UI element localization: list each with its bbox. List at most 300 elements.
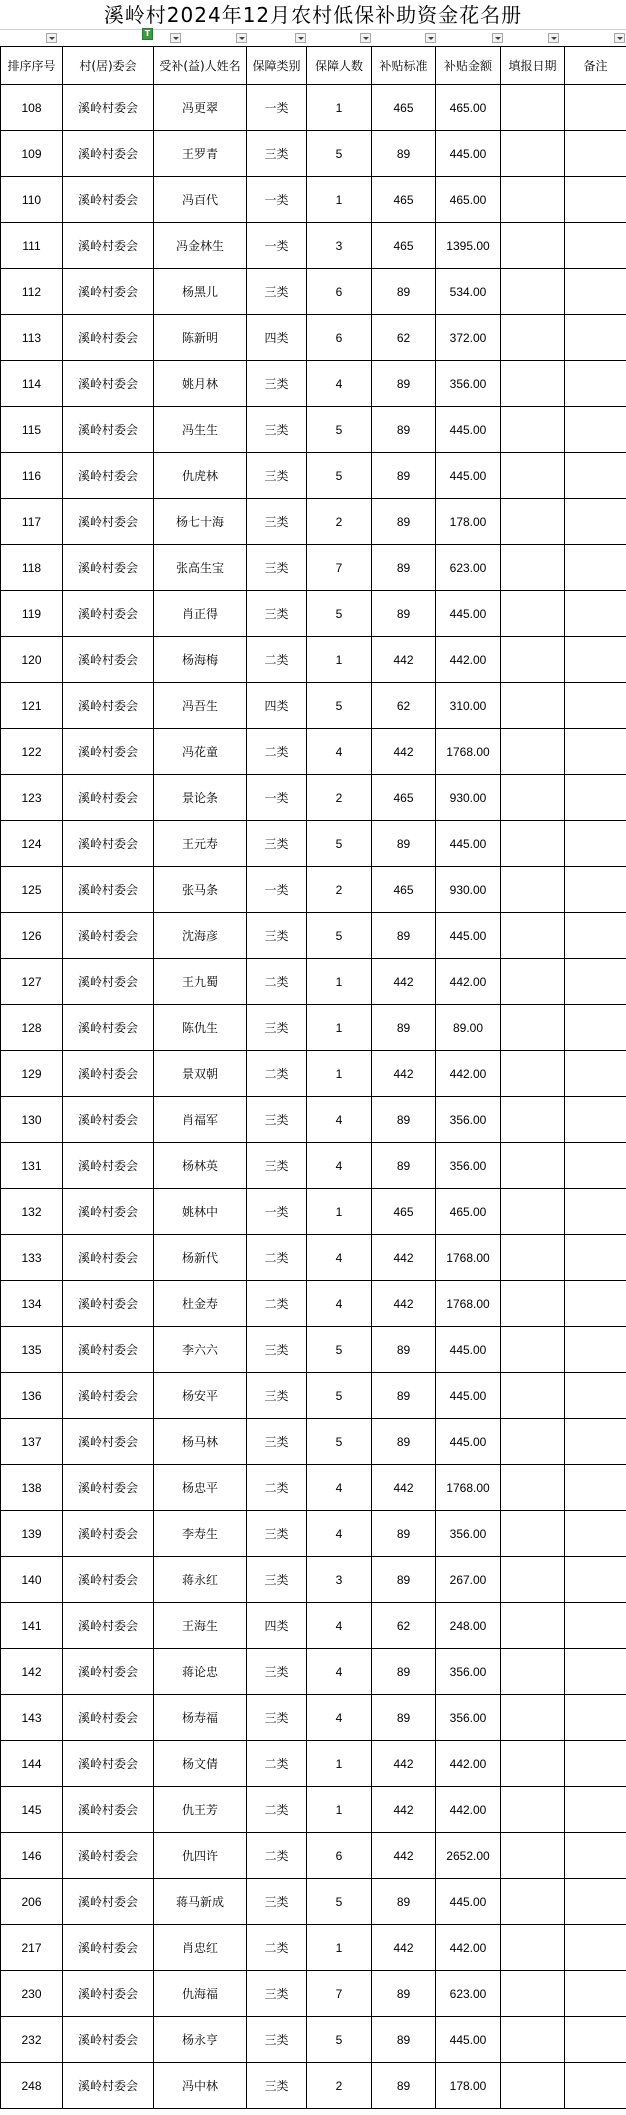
cell-village[interactable]: 溪岭村委会	[63, 959, 154, 1005]
cell-category[interactable]: 二类	[247, 1051, 307, 1097]
cell-amount[interactable]: 248.00	[436, 1603, 501, 1649]
cell-amount[interactable]: 445.00	[436, 821, 501, 867]
cell-amount[interactable]: 445.00	[436, 407, 501, 453]
cell-amount[interactable]: 445.00	[436, 2017, 501, 2063]
cell-seq[interactable]: 127	[1, 959, 63, 1005]
cell-amount[interactable]: 465.00	[436, 1189, 501, 1235]
cell-name[interactable]: 蒋马新成	[154, 1879, 247, 1925]
cell-seq[interactable]: 133	[1, 1235, 63, 1281]
cell-remark[interactable]	[565, 1465, 626, 1511]
cell-name[interactable]: 景论条	[154, 775, 247, 821]
cell-standard[interactable]: 89	[372, 1097, 436, 1143]
cell-standard[interactable]: 442	[372, 959, 436, 1005]
cell-name[interactable]: 杨七十海	[154, 499, 247, 545]
cell-category[interactable]: 二类	[247, 729, 307, 775]
cell-village[interactable]: 溪岭村委会	[63, 729, 154, 775]
cell-standard[interactable]: 62	[372, 315, 436, 361]
cell-date[interactable]	[501, 591, 565, 637]
cell-remark[interactable]	[565, 729, 626, 775]
cell-category[interactable]: 三类	[247, 1695, 307, 1741]
cell-date[interactable]	[501, 1143, 565, 1189]
cell-count[interactable]: 4	[307, 1695, 372, 1741]
cell-name[interactable]: 蒋永红	[154, 1557, 247, 1603]
cell-name[interactable]: 仇四许	[154, 1833, 247, 1879]
cell-standard[interactable]: 89	[372, 1971, 436, 2017]
cell-amount[interactable]: 310.00	[436, 683, 501, 729]
cell-name[interactable]: 冯中林	[154, 2063, 247, 2109]
cell-seq[interactable]: 124	[1, 821, 63, 867]
cell-seq[interactable]: 109	[1, 131, 63, 177]
cell-category[interactable]: 三类	[247, 2017, 307, 2063]
cell-seq[interactable]: 137	[1, 1419, 63, 1465]
cell-village[interactable]: 溪岭村委会	[63, 775, 154, 821]
cell-seq[interactable]: 131	[1, 1143, 63, 1189]
cell-name[interactable]: 仇虎林	[154, 453, 247, 499]
cell-date[interactable]	[501, 269, 565, 315]
cell-date[interactable]	[501, 545, 565, 591]
cell-amount[interactable]: 445.00	[436, 913, 501, 959]
cell-village[interactable]: 溪岭村委会	[63, 1557, 154, 1603]
cell-seq[interactable]: 122	[1, 729, 63, 775]
cell-remark[interactable]	[565, 1235, 626, 1281]
cell-count[interactable]: 6	[307, 315, 372, 361]
cell-name[interactable]: 杨海梅	[154, 637, 247, 683]
cell-name[interactable]: 蒋论忠	[154, 1649, 247, 1695]
cell-seq[interactable]: 119	[1, 591, 63, 637]
cell-remark[interactable]	[565, 361, 626, 407]
cell-count[interactable]: 5	[307, 1327, 372, 1373]
cell-seq[interactable]: 111	[1, 223, 63, 269]
cell-count[interactable]: 1	[307, 959, 372, 1005]
cell-name[interactable]: 仇海福	[154, 1971, 247, 2017]
cell-date[interactable]	[501, 683, 565, 729]
cell-standard[interactable]: 442	[372, 1741, 436, 1787]
cell-village[interactable]: 溪岭村委会	[63, 545, 154, 591]
cell-date[interactable]	[501, 1741, 565, 1787]
cell-name[interactable]: 杨新代	[154, 1235, 247, 1281]
cell-village[interactable]: 溪岭村委会	[63, 1511, 154, 1557]
cell-amount[interactable]: 356.00	[436, 1143, 501, 1189]
cell-count[interactable]: 1	[307, 85, 372, 131]
cell-standard[interactable]: 89	[372, 545, 436, 591]
cell-amount[interactable]: 442.00	[436, 959, 501, 1005]
cell-date[interactable]	[501, 1971, 565, 2017]
cell-remark[interactable]	[565, 1097, 626, 1143]
cell-remark[interactable]	[565, 223, 626, 269]
cell-amount[interactable]: 465.00	[436, 85, 501, 131]
cell-amount[interactable]: 445.00	[436, 1373, 501, 1419]
cell-village[interactable]: 溪岭村委会	[63, 407, 154, 453]
header-date[interactable]: 填报日期	[501, 47, 565, 85]
cell-standard[interactable]: 465	[372, 867, 436, 913]
cell-village[interactable]: 溪岭村委会	[63, 1603, 154, 1649]
cell-remark[interactable]	[565, 1833, 626, 1879]
cell-date[interactable]	[501, 315, 565, 361]
cell-category[interactable]: 四类	[247, 315, 307, 361]
cell-date[interactable]	[501, 1603, 565, 1649]
cell-standard[interactable]: 442	[372, 1281, 436, 1327]
cell-standard[interactable]: 89	[372, 1649, 436, 1695]
cell-count[interactable]: 6	[307, 1833, 372, 1879]
cell-name[interactable]: 景双朝	[154, 1051, 247, 1097]
cell-count[interactable]: 1	[307, 637, 372, 683]
cell-count[interactable]: 4	[307, 729, 372, 775]
cell-date[interactable]	[501, 1189, 565, 1235]
cell-amount[interactable]: 442.00	[436, 1051, 501, 1097]
cell-standard[interactable]: 442	[372, 729, 436, 775]
cell-count[interactable]: 1	[307, 1051, 372, 1097]
cell-amount[interactable]: 178.00	[436, 2063, 501, 2109]
cell-amount[interactable]: 445.00	[436, 591, 501, 637]
cell-count[interactable]: 1	[307, 177, 372, 223]
cell-name[interactable]: 陈仇生	[154, 1005, 247, 1051]
cell-remark[interactable]	[565, 1143, 626, 1189]
cell-village[interactable]: 溪岭村委会	[63, 499, 154, 545]
cell-name[interactable]: 王海生	[154, 1603, 247, 1649]
cell-amount[interactable]: 372.00	[436, 315, 501, 361]
cell-category[interactable]: 三类	[247, 1327, 307, 1373]
cell-seq[interactable]: 108	[1, 85, 63, 131]
cell-remark[interactable]	[565, 867, 626, 913]
cell-amount[interactable]: 445.00	[436, 131, 501, 177]
cell-date[interactable]	[501, 499, 565, 545]
cell-remark[interactable]	[565, 1189, 626, 1235]
cell-name[interactable]: 肖福军	[154, 1097, 247, 1143]
cell-remark[interactable]	[565, 1511, 626, 1557]
cell-seq[interactable]: 129	[1, 1051, 63, 1097]
filter-dropdown-icon[interactable]	[170, 33, 181, 43]
cell-category[interactable]: 三类	[247, 1097, 307, 1143]
cell-standard[interactable]: 62	[372, 1603, 436, 1649]
cell-seq[interactable]: 217	[1, 1925, 63, 1971]
filter-dropdown-icon[interactable]	[548, 33, 559, 43]
cell-count[interactable]: 2	[307, 775, 372, 821]
cell-village[interactable]: 溪岭村委会	[63, 1373, 154, 1419]
cell-category[interactable]: 二类	[247, 637, 307, 683]
cell-village[interactable]: 溪岭村委会	[63, 1143, 154, 1189]
cell-category[interactable]: 三类	[247, 1879, 307, 1925]
cell-name[interactable]: 王元寿	[154, 821, 247, 867]
cell-seq[interactable]: 112	[1, 269, 63, 315]
cell-count[interactable]: 5	[307, 453, 372, 499]
cell-seq[interactable]: 141	[1, 1603, 63, 1649]
cell-village[interactable]: 溪岭村委会	[63, 591, 154, 637]
cell-name[interactable]: 杜金寿	[154, 1281, 247, 1327]
filter-dropdown-icon[interactable]	[46, 33, 57, 43]
cell-count[interactable]: 5	[307, 821, 372, 867]
cell-seq[interactable]: 230	[1, 1971, 63, 2017]
cell-seq[interactable]: 115	[1, 407, 63, 453]
cell-remark[interactable]	[565, 2063, 626, 2109]
header-standard[interactable]: 补贴标准	[372, 47, 436, 85]
cell-remark[interactable]	[565, 1327, 626, 1373]
cell-standard[interactable]: 89	[372, 1511, 436, 1557]
cell-name[interactable]: 王九蜀	[154, 959, 247, 1005]
cell-amount[interactable]: 356.00	[436, 1649, 501, 1695]
cell-village[interactable]: 溪岭村委会	[63, 1787, 154, 1833]
cell-remark[interactable]	[565, 1051, 626, 1097]
cell-village[interactable]: 溪岭村委会	[63, 1281, 154, 1327]
cell-remark[interactable]	[565, 545, 626, 591]
cell-standard[interactable]: 89	[372, 1373, 436, 1419]
cell-seq[interactable]: 138	[1, 1465, 63, 1511]
cell-seq[interactable]: 120	[1, 637, 63, 683]
cell-count[interactable]: 4	[307, 1603, 372, 1649]
cell-amount[interactable]: 442.00	[436, 1741, 501, 1787]
cell-standard[interactable]: 89	[372, 2017, 436, 2063]
cell-name[interactable]: 肖正得	[154, 591, 247, 637]
cell-date[interactable]	[501, 1005, 565, 1051]
cell-standard[interactable]: 89	[372, 1327, 436, 1373]
cell-name[interactable]: 冯百代	[154, 177, 247, 223]
cell-seq[interactable]: 135	[1, 1327, 63, 1373]
cell-village[interactable]: 溪岭村委会	[63, 913, 154, 959]
cell-count[interactable]: 3	[307, 223, 372, 269]
cell-village[interactable]: 溪岭村委会	[63, 223, 154, 269]
cell-village[interactable]: 溪岭村委会	[63, 1051, 154, 1097]
cell-date[interactable]	[501, 1327, 565, 1373]
cell-category[interactable]: 三类	[247, 499, 307, 545]
cell-count[interactable]: 2	[307, 867, 372, 913]
cell-standard[interactable]: 442	[372, 1787, 436, 1833]
cell-amount[interactable]: 465.00	[436, 177, 501, 223]
cell-category[interactable]: 三类	[247, 1557, 307, 1603]
cell-village[interactable]: 溪岭村委会	[63, 1097, 154, 1143]
cell-village[interactable]: 溪岭村委会	[63, 1465, 154, 1511]
cell-amount[interactable]: 89.00	[436, 1005, 501, 1051]
cell-seq[interactable]: 110	[1, 177, 63, 223]
cell-count[interactable]: 7	[307, 545, 372, 591]
cell-date[interactable]	[501, 1373, 565, 1419]
cell-standard[interactable]: 89	[372, 913, 436, 959]
cell-count[interactable]: 5	[307, 1419, 372, 1465]
cell-village[interactable]: 溪岭村委会	[63, 1879, 154, 1925]
cell-village[interactable]: 溪岭村委会	[63, 1925, 154, 1971]
cell-amount[interactable]: 1768.00	[436, 729, 501, 775]
cell-date[interactable]	[501, 1787, 565, 1833]
cell-name[interactable]: 姚林中	[154, 1189, 247, 1235]
cell-standard[interactable]: 89	[372, 591, 436, 637]
cell-seq[interactable]: 145	[1, 1787, 63, 1833]
cell-village[interactable]: 溪岭村委会	[63, 315, 154, 361]
cell-village[interactable]: 溪岭村委会	[63, 1649, 154, 1695]
cell-date[interactable]	[501, 775, 565, 821]
cell-village[interactable]: 溪岭村委会	[63, 269, 154, 315]
cell-date[interactable]	[501, 1557, 565, 1603]
cell-count[interactable]: 6	[307, 269, 372, 315]
cell-count[interactable]: 5	[307, 913, 372, 959]
cell-remark[interactable]	[565, 637, 626, 683]
cell-count[interactable]: 7	[307, 1971, 372, 2017]
cell-amount[interactable]: 623.00	[436, 1971, 501, 2017]
cell-date[interactable]	[501, 821, 565, 867]
cell-remark[interactable]	[565, 1557, 626, 1603]
cell-standard[interactable]: 442	[372, 1833, 436, 1879]
filter-dropdown-icon[interactable]	[236, 33, 247, 43]
cell-village[interactable]: 溪岭村委会	[63, 1189, 154, 1235]
cell-category[interactable]: 三类	[247, 1373, 307, 1419]
cell-category[interactable]: 二类	[247, 1833, 307, 1879]
cell-remark[interactable]	[565, 269, 626, 315]
cell-count[interactable]: 5	[307, 683, 372, 729]
cell-village[interactable]: 溪岭村委会	[63, 867, 154, 913]
cell-date[interactable]	[501, 959, 565, 1005]
cell-village[interactable]: 溪岭村委会	[63, 1005, 154, 1051]
cell-amount[interactable]: 178.00	[436, 499, 501, 545]
cell-village[interactable]: 溪岭村委会	[63, 1695, 154, 1741]
cell-date[interactable]	[501, 1879, 565, 1925]
cell-category[interactable]: 二类	[247, 1235, 307, 1281]
cell-category[interactable]: 一类	[247, 223, 307, 269]
cell-category[interactable]: 二类	[247, 1465, 307, 1511]
cell-village[interactable]: 溪岭村委会	[63, 1419, 154, 1465]
cell-remark[interactable]	[565, 85, 626, 131]
cell-amount[interactable]: 445.00	[436, 1327, 501, 1373]
cell-date[interactable]	[501, 2017, 565, 2063]
cell-remark[interactable]	[565, 913, 626, 959]
filter-dropdown-icon[interactable]	[614, 33, 625, 43]
cell-name[interactable]: 张马条	[154, 867, 247, 913]
cell-category[interactable]: 三类	[247, 1971, 307, 2017]
cell-seq[interactable]: 114	[1, 361, 63, 407]
cell-category[interactable]: 三类	[247, 1419, 307, 1465]
filter-dropdown-icon[interactable]	[425, 33, 436, 43]
cell-seq[interactable]: 134	[1, 1281, 63, 1327]
cell-standard[interactable]: 89	[372, 1005, 436, 1051]
cell-category[interactable]: 一类	[247, 177, 307, 223]
cell-date[interactable]	[501, 2063, 565, 2109]
cell-standard[interactable]: 89	[372, 407, 436, 453]
cell-category[interactable]: 三类	[247, 913, 307, 959]
cell-name[interactable]: 杨永亨	[154, 2017, 247, 2063]
cell-count[interactable]: 1	[307, 1189, 372, 1235]
cell-name[interactable]: 杨马林	[154, 1419, 247, 1465]
cell-remark[interactable]	[565, 177, 626, 223]
cell-remark[interactable]	[565, 1925, 626, 1971]
cell-category[interactable]: 二类	[247, 1741, 307, 1787]
cell-name[interactable]: 冯生生	[154, 407, 247, 453]
cell-remark[interactable]	[565, 407, 626, 453]
cell-amount[interactable]: 534.00	[436, 269, 501, 315]
cell-count[interactable]: 5	[307, 407, 372, 453]
cell-count[interactable]: 4	[307, 1097, 372, 1143]
cell-remark[interactable]	[565, 1741, 626, 1787]
cell-count[interactable]: 3	[307, 1557, 372, 1603]
cell-village[interactable]: 溪岭村委会	[63, 1741, 154, 1787]
cell-seq[interactable]: 206	[1, 1879, 63, 1925]
cell-remark[interactable]	[565, 453, 626, 499]
cell-remark[interactable]	[565, 959, 626, 1005]
cell-remark[interactable]	[565, 821, 626, 867]
cell-village[interactable]: 溪岭村委会	[63, 177, 154, 223]
cell-category[interactable]: 三类	[247, 361, 307, 407]
cell-category[interactable]: 一类	[247, 1189, 307, 1235]
cell-date[interactable]	[501, 1511, 565, 1557]
cell-category[interactable]: 四类	[247, 1603, 307, 1649]
cell-date[interactable]	[501, 223, 565, 269]
cell-count[interactable]: 2	[307, 499, 372, 545]
cell-remark[interactable]	[565, 683, 626, 729]
cell-amount[interactable]: 356.00	[436, 1695, 501, 1741]
cell-date[interactable]	[501, 361, 565, 407]
cell-category[interactable]: 三类	[247, 2063, 307, 2109]
cell-category[interactable]: 四类	[247, 683, 307, 729]
cell-category[interactable]: 二类	[247, 959, 307, 1005]
cell-standard[interactable]: 442	[372, 1051, 436, 1097]
cell-seq[interactable]: 132	[1, 1189, 63, 1235]
cell-amount[interactable]: 623.00	[436, 545, 501, 591]
cell-date[interactable]	[501, 1235, 565, 1281]
header-count[interactable]: 保障人数	[307, 47, 372, 85]
cell-amount[interactable]: 442.00	[436, 637, 501, 683]
cell-remark[interactable]	[565, 1787, 626, 1833]
cell-village[interactable]: 溪岭村委会	[63, 683, 154, 729]
cell-count[interactable]: 5	[307, 131, 372, 177]
cell-amount[interactable]: 1768.00	[436, 1281, 501, 1327]
cell-date[interactable]	[501, 1695, 565, 1741]
cell-seq[interactable]: 123	[1, 775, 63, 821]
cell-name[interactable]: 杨黑儿	[154, 269, 247, 315]
header-category[interactable]: 保障类别	[247, 47, 307, 85]
cell-remark[interactable]	[565, 1971, 626, 2017]
cell-count[interactable]: 4	[307, 1143, 372, 1189]
cell-seq[interactable]: 125	[1, 867, 63, 913]
cell-amount[interactable]: 356.00	[436, 1097, 501, 1143]
cell-name[interactable]: 李寿生	[154, 1511, 247, 1557]
cell-amount[interactable]: 356.00	[436, 361, 501, 407]
header-amount[interactable]: 补贴金额	[436, 47, 501, 85]
cell-name[interactable]: 沈海彦	[154, 913, 247, 959]
cell-standard[interactable]: 442	[372, 1925, 436, 1971]
cell-category[interactable]: 三类	[247, 1143, 307, 1189]
cell-date[interactable]	[501, 1649, 565, 1695]
cell-date[interactable]	[501, 407, 565, 453]
cell-standard[interactable]: 465	[372, 177, 436, 223]
filter-dropdown-icon[interactable]	[295, 33, 306, 43]
cell-name[interactable]: 杨寿福	[154, 1695, 247, 1741]
cell-amount[interactable]: 442.00	[436, 1787, 501, 1833]
cell-village[interactable]: 溪岭村委会	[63, 1833, 154, 1879]
cell-count[interactable]: 1	[307, 1925, 372, 1971]
cell-date[interactable]	[501, 729, 565, 775]
cell-category[interactable]: 三类	[247, 545, 307, 591]
cell-name[interactable]: 李六六	[154, 1327, 247, 1373]
cell-category[interactable]: 一类	[247, 85, 307, 131]
cell-category[interactable]: 三类	[247, 131, 307, 177]
header-village[interactable]: 村(居)委会	[63, 47, 154, 85]
filter-dropdown-icon[interactable]	[492, 33, 503, 43]
cell-amount[interactable]: 2652.00	[436, 1833, 501, 1879]
cell-remark[interactable]	[565, 131, 626, 177]
cell-remark[interactable]	[565, 1419, 626, 1465]
cell-name[interactable]: 杨安平	[154, 1373, 247, 1419]
cell-date[interactable]	[501, 85, 565, 131]
cell-standard[interactable]: 442	[372, 637, 436, 683]
cell-village[interactable]: 溪岭村委会	[63, 131, 154, 177]
cell-standard[interactable]: 62	[372, 683, 436, 729]
cell-name[interactable]: 冯花童	[154, 729, 247, 775]
cell-seq[interactable]: 146	[1, 1833, 63, 1879]
cell-amount[interactable]: 1768.00	[436, 1235, 501, 1281]
cell-remark[interactable]	[565, 315, 626, 361]
cell-date[interactable]	[501, 1465, 565, 1511]
cell-village[interactable]: 溪岭村委会	[63, 453, 154, 499]
cell-village[interactable]: 溪岭村委会	[63, 85, 154, 131]
cell-remark[interactable]	[565, 1005, 626, 1051]
cell-count[interactable]: 1	[307, 1741, 372, 1787]
cell-standard[interactable]: 89	[372, 1419, 436, 1465]
cell-count[interactable]: 1	[307, 1005, 372, 1051]
